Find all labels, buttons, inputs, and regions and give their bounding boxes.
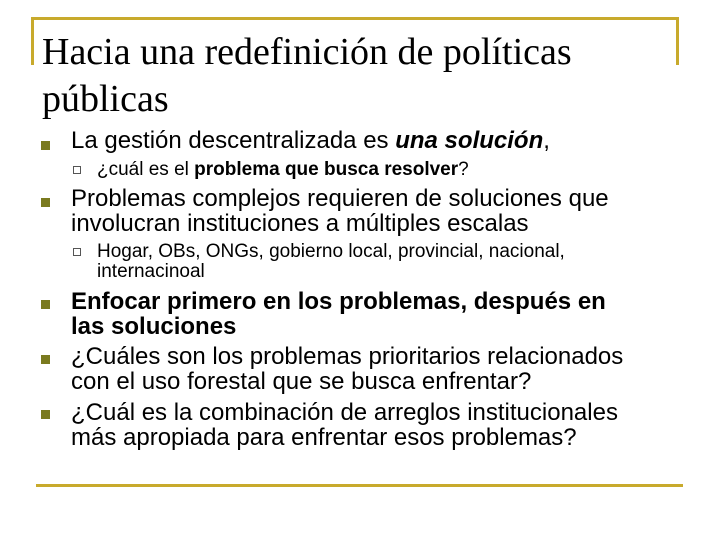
sub-bullet-square-icon: [73, 248, 81, 256]
bullet-square-icon: [41, 355, 50, 364]
bullet-square-icon: [41, 300, 50, 309]
slide-title: [42, 29, 662, 123]
emphasis-solution: una solución: [395, 127, 544, 154]
emphasis-problem: problema que busca resolver: [194, 159, 459, 180]
title-frame-right: [676, 17, 679, 65]
bullet-1-text: La gestión descentralizada es una solución,: [71, 127, 550, 154]
title-frame-top: [31, 17, 679, 20]
bullet-5-text: ¿Cuál es la combinación de arreglos institucionales más apropiada para enfrentar esos problemas?: [71, 399, 618, 451]
bottom-rule: [36, 484, 683, 487]
bullet-square-icon: [41, 410, 50, 419]
bullet-square-icon: [41, 198, 50, 207]
title-line-1: Hacia una redefinición de políticas: [42, 31, 572, 73]
bullet-4-text: ¿Cuáles son los problemas prioritarios relacionados con el uso forestal que se busca enfrentar?: [71, 343, 624, 395]
bullet-square-icon: [41, 141, 50, 150]
title-frame-left: [31, 17, 34, 65]
sub-bullet-1-text: ¿cuál es el problema que busca resolver?: [97, 159, 469, 180]
sub-bullet-square-icon: [73, 166, 81, 174]
bullet-2-text: Problemas complejos requieren de soluciones que involucran instituciones a múltiples escalas: [71, 185, 609, 237]
title-line-2: públicas: [42, 78, 169, 120]
sub-bullet-2-text: Hogar, OBs, ONGs, gobierno local, provincial, nacional, internacinoal: [97, 241, 565, 282]
bullet-3-text: Enfocar primero en los problemas, después en las soluciones: [71, 288, 606, 340]
